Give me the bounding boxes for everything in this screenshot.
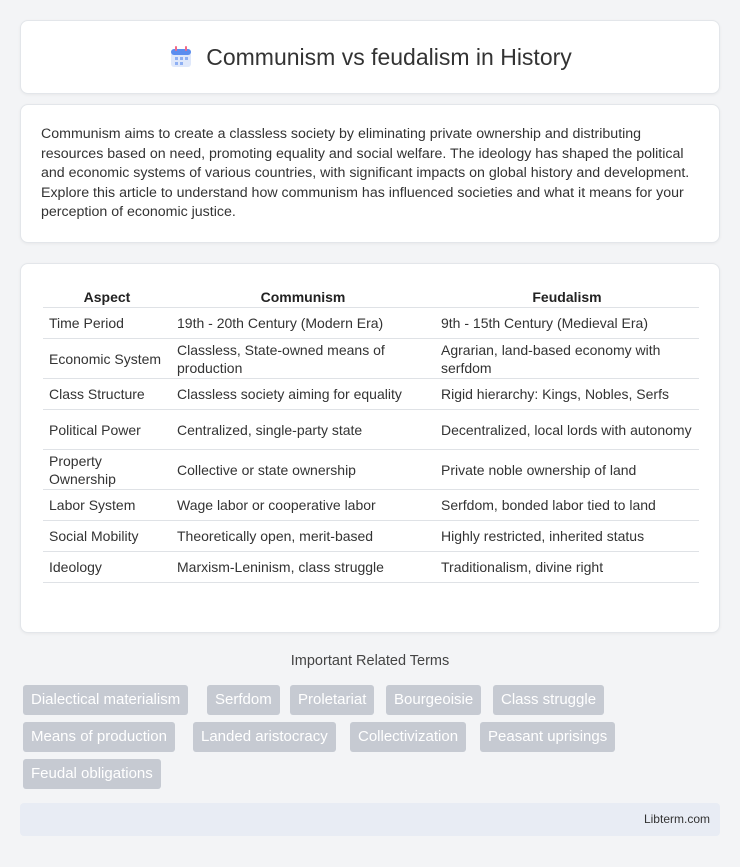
comparison-table [43,284,699,583]
comparison-table-card [20,263,720,633]
column-header-aspect: Aspect [43,284,171,308]
term-tag-feudal-obligations[interactable]: Feudal obligations [23,759,161,789]
footer [20,803,720,836]
aspect-cell: Property Ownership [43,450,171,490]
related-terms-title: Important Related Terms [290,653,450,669]
term-tag-landed-aristocracy[interactable]: Landed aristocracy [193,722,336,752]
communism-cell: Wage labor or cooperative labor [171,490,435,521]
table-row [43,308,699,339]
feudalism-cell: Rigid hierarchy: Kings, Nobles, Serfs [435,379,699,410]
table-row [43,552,699,583]
communism-cell: Centralized, single-party state [171,410,435,450]
table-row [43,450,699,490]
aspect-cell: Economic System [43,339,171,379]
feudalism-cell: Private noble ownership of land [435,450,699,490]
aspect-cell: Social Mobility [43,521,171,552]
header-card [20,20,720,94]
aspect-cell: Class Structure [43,379,171,410]
aspect-cell: Time Period [43,308,171,339]
feudalism-cell: 9th - 15th Century (Medieval Era) [435,308,699,339]
feudalism-cell: Traditionalism, divine right [435,552,699,583]
term-tag-bourgeoisie[interactable]: Bourgeoisie [386,685,481,715]
term-tag-peasant-uprisings[interactable]: Peasant uprisings [480,722,615,752]
feudalism-cell: Decentralized, local lords with autonomy [435,410,699,450]
feudalism-cell: Serfdom, bonded labor tied to land [435,490,699,521]
header [168,44,572,71]
footer-site-link[interactable]: Libterm.com [643,812,710,826]
calendar-icon [168,44,194,70]
term-tag-dialectical-materialism[interactable]: Dialectical materialism [23,685,188,715]
communism-cell: Theoretically open, merit-based [171,521,435,552]
communism-cell: Collective or state ownership [171,450,435,490]
table-row [43,490,699,521]
column-header-communism: Communism [171,284,435,308]
feudalism-cell: Highly restricted, inherited status [435,521,699,552]
term-tag-collectivization[interactable]: Collectivization [350,722,466,752]
communism-cell: Classless society aiming for equality [171,379,435,410]
term-tag-class-struggle[interactable]: Class struggle [493,685,604,715]
communism-cell: 19th - 20th Century (Modern Era) [171,308,435,339]
page-title: Communism vs feudalism in History [206,43,572,70]
aspect-cell: Political Power [43,410,171,450]
term-tag-means-of-production[interactable]: Means of production [23,722,175,752]
table-row [43,379,699,410]
column-header-feudalism: Feudalism [435,284,699,308]
communism-cell: Classless, State-owned means of production [171,339,435,379]
intro-card [20,104,720,243]
table-row [43,410,699,450]
intro-text: Communism aims to create a classless society by eliminating private ownership and distributing resources based on need, promoting equality and social welfare. The ideology has shaped the political and economic systems of various countries, with significant impacts on global history and development. Explore this article to understand how communism has influenced societies and what it means for your perception of economic justice. [41,126,690,221]
table-row [43,339,699,379]
feudalism-cell: Agrarian, land-based economy with serfdom [435,339,699,379]
table-header-row [43,284,699,308]
term-tag-proletariat[interactable]: Proletariat [290,685,374,715]
aspect-cell: Labor System [43,490,171,521]
communism-cell: Marxism-Leninism, class struggle [171,552,435,583]
aspect-cell: Ideology [43,552,171,583]
term-tag-serfdom[interactable]: Serfdom [207,685,280,715]
table-row [43,521,699,552]
